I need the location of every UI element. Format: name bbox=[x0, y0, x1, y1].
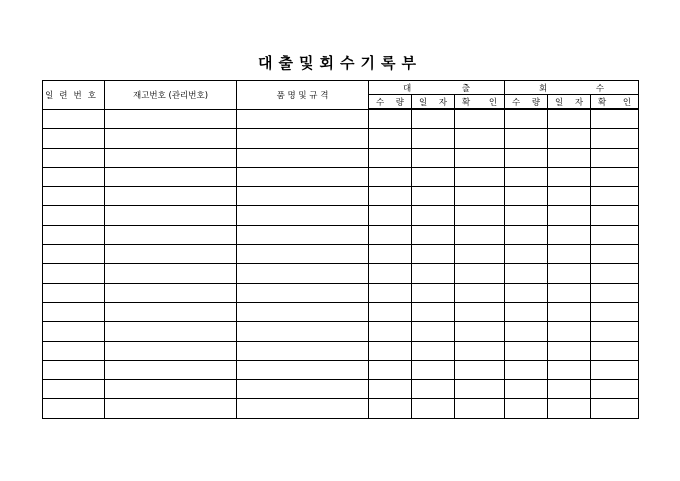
cell-return-confirm[interactable] bbox=[591, 360, 639, 379]
cell-return-qty[interactable] bbox=[505, 187, 548, 206]
cell-loan-qty[interactable] bbox=[369, 167, 412, 186]
cell-serial-no[interactable] bbox=[43, 129, 105, 148]
cell-loan-qty[interactable] bbox=[369, 283, 412, 302]
cell-serial-no[interactable] bbox=[43, 167, 105, 186]
cell-item-spec[interactable] bbox=[237, 187, 369, 206]
cell-item-spec[interactable] bbox=[237, 148, 369, 167]
cell-item-spec[interactable] bbox=[237, 245, 369, 264]
table-row bbox=[43, 399, 639, 418]
cell-return-qty[interactable] bbox=[505, 109, 548, 129]
cell-return-qty[interactable] bbox=[505, 283, 548, 302]
cell-return-qty[interactable] bbox=[505, 399, 548, 418]
cell-return-confirm[interactable] bbox=[591, 399, 639, 418]
cell-inventory-no[interactable] bbox=[105, 322, 237, 341]
cell-return-qty[interactable] bbox=[505, 148, 548, 167]
cell-loan-qty[interactable] bbox=[369, 264, 412, 283]
cell-return-date[interactable] bbox=[548, 225, 591, 244]
table-row bbox=[43, 148, 639, 167]
cell-loan-qty[interactable] bbox=[369, 399, 412, 418]
cell-inventory-no[interactable] bbox=[105, 167, 237, 186]
cell-return-date[interactable] bbox=[548, 399, 591, 418]
cell-item-spec[interactable] bbox=[237, 129, 369, 148]
cell-return-qty[interactable] bbox=[505, 225, 548, 244]
cell-return-date[interactable] bbox=[548, 283, 591, 302]
cell-loan-qty[interactable] bbox=[369, 109, 412, 129]
cell-serial-no[interactable] bbox=[43, 399, 105, 418]
cell-return-qty[interactable] bbox=[505, 264, 548, 283]
cell-return-date[interactable] bbox=[548, 360, 591, 379]
cell-loan-confirm[interactable] bbox=[455, 206, 505, 225]
table-row bbox=[43, 206, 639, 225]
table-row bbox=[43, 187, 639, 206]
cell-loan-confirm[interactable] bbox=[455, 399, 505, 418]
cell-serial-no[interactable] bbox=[43, 380, 105, 399]
cell-inventory-no[interactable] bbox=[105, 341, 237, 360]
cell-return-qty[interactable] bbox=[505, 245, 548, 264]
cell-loan-date[interactable] bbox=[412, 264, 455, 283]
cell-return-qty[interactable] bbox=[505, 341, 548, 360]
table-row bbox=[43, 264, 639, 283]
cell-return-confirm[interactable] bbox=[591, 341, 639, 360]
cell-return-confirm[interactable] bbox=[591, 129, 639, 148]
cell-loan-date[interactable] bbox=[412, 399, 455, 418]
cell-return-confirm[interactable] bbox=[591, 283, 639, 302]
cell-return-date[interactable] bbox=[548, 264, 591, 283]
cell-return-confirm[interactable] bbox=[591, 167, 639, 186]
table-row bbox=[43, 302, 639, 321]
cell-loan-date[interactable] bbox=[412, 225, 455, 244]
cell-return-date[interactable] bbox=[548, 380, 591, 399]
cell-serial-no[interactable] bbox=[43, 283, 105, 302]
cell-item-spec[interactable] bbox=[237, 341, 369, 360]
table-row bbox=[43, 283, 639, 302]
cell-loan-confirm[interactable] bbox=[455, 283, 505, 302]
cell-inventory-no[interactable] bbox=[105, 225, 237, 244]
cell-loan-qty[interactable] bbox=[369, 322, 412, 341]
cell-serial-no[interactable] bbox=[43, 225, 105, 244]
cell-inventory-no[interactable] bbox=[105, 187, 237, 206]
header-loan-qty: 수 량 bbox=[369, 95, 412, 110]
cell-serial-no[interactable] bbox=[43, 264, 105, 283]
cell-return-confirm[interactable] bbox=[591, 206, 639, 225]
cell-return-qty[interactable] bbox=[505, 302, 548, 321]
cell-serial-no[interactable] bbox=[43, 148, 105, 167]
cell-return-confirm[interactable] bbox=[591, 322, 639, 341]
table-row bbox=[43, 167, 639, 186]
cell-item-spec[interactable] bbox=[237, 380, 369, 399]
cell-return-qty[interactable] bbox=[505, 322, 548, 341]
cell-loan-qty[interactable] bbox=[369, 148, 412, 167]
cell-return-confirm[interactable] bbox=[591, 245, 639, 264]
cell-loan-date[interactable] bbox=[412, 360, 455, 379]
cell-loan-confirm[interactable] bbox=[455, 245, 505, 264]
cell-serial-no[interactable] bbox=[43, 206, 105, 225]
header-loan-confirm: 확 인 bbox=[455, 95, 505, 110]
cell-return-date[interactable] bbox=[548, 206, 591, 225]
cell-loan-confirm[interactable] bbox=[455, 302, 505, 321]
cell-inventory-no[interactable] bbox=[105, 360, 237, 379]
header-item-spec: 품 명 및 규 격 bbox=[237, 81, 369, 110]
cell-return-qty[interactable] bbox=[505, 360, 548, 379]
cell-return-confirm[interactable] bbox=[591, 264, 639, 283]
cell-return-confirm[interactable] bbox=[591, 380, 639, 399]
cell-loan-confirm[interactable] bbox=[455, 109, 505, 129]
header-inventory-no: 재고번호 (관리번호) bbox=[105, 81, 237, 110]
cell-return-qty[interactable] bbox=[505, 206, 548, 225]
cell-inventory-no[interactable] bbox=[105, 302, 237, 321]
cell-serial-no[interactable] bbox=[43, 109, 105, 129]
cell-loan-date[interactable] bbox=[412, 109, 455, 129]
table-row bbox=[43, 380, 639, 399]
cell-loan-confirm[interactable] bbox=[455, 360, 505, 379]
cell-return-confirm[interactable] bbox=[591, 109, 639, 129]
ledger-body bbox=[43, 109, 639, 418]
cell-loan-confirm[interactable] bbox=[455, 225, 505, 244]
cell-loan-qty[interactable] bbox=[369, 380, 412, 399]
cell-loan-qty[interactable] bbox=[369, 187, 412, 206]
table-row bbox=[43, 360, 639, 379]
cell-loan-date[interactable] bbox=[412, 206, 455, 225]
cell-loan-qty[interactable] bbox=[369, 302, 412, 321]
cell-loan-confirm[interactable] bbox=[455, 148, 505, 167]
cell-loan-date[interactable] bbox=[412, 167, 455, 186]
cell-loan-confirm[interactable] bbox=[455, 380, 505, 399]
header-serial-no: 일련번호 bbox=[43, 81, 105, 110]
cell-loan-date[interactable] bbox=[412, 283, 455, 302]
cell-inventory-no[interactable] bbox=[105, 129, 237, 148]
cell-loan-qty[interactable] bbox=[369, 225, 412, 244]
header-return-group: 회 수 bbox=[505, 81, 639, 95]
cell-loan-confirm[interactable] bbox=[455, 264, 505, 283]
cell-return-date[interactable] bbox=[548, 187, 591, 206]
cell-return-date[interactable] bbox=[548, 245, 591, 264]
cell-return-qty[interactable] bbox=[505, 380, 548, 399]
cell-item-spec[interactable] bbox=[237, 225, 369, 244]
cell-return-date[interactable] bbox=[548, 109, 591, 129]
cell-item-spec[interactable] bbox=[237, 206, 369, 225]
cell-return-confirm[interactable] bbox=[591, 225, 639, 244]
cell-serial-no[interactable] bbox=[43, 341, 105, 360]
cell-serial-no[interactable] bbox=[43, 360, 105, 379]
header-return-qty: 수 량 bbox=[505, 95, 548, 110]
table-row bbox=[43, 322, 639, 341]
loan-return-ledger-table bbox=[42, 80, 639, 419]
cell-return-confirm[interactable] bbox=[591, 148, 639, 167]
cell-serial-no[interactable] bbox=[43, 245, 105, 264]
cell-loan-date[interactable] bbox=[412, 322, 455, 341]
cell-inventory-no[interactable] bbox=[105, 109, 237, 129]
cell-loan-qty[interactable] bbox=[369, 129, 412, 148]
cell-serial-no[interactable] bbox=[43, 322, 105, 341]
cell-loan-date[interactable] bbox=[412, 148, 455, 167]
cell-return-date[interactable] bbox=[548, 129, 591, 148]
cell-return-date[interactable] bbox=[548, 322, 591, 341]
cell-loan-qty[interactable] bbox=[369, 360, 412, 379]
cell-loan-confirm[interactable] bbox=[455, 167, 505, 186]
cell-loan-date[interactable] bbox=[412, 245, 455, 264]
cell-loan-confirm[interactable] bbox=[455, 129, 505, 148]
cell-return-qty[interactable] bbox=[505, 167, 548, 186]
cell-item-spec[interactable] bbox=[237, 283, 369, 302]
header-return-confirm: 확 인 bbox=[591, 95, 639, 110]
cell-loan-confirm[interactable] bbox=[455, 322, 505, 341]
cell-item-spec[interactable] bbox=[237, 399, 369, 418]
cell-loan-date[interactable] bbox=[412, 129, 455, 148]
cell-inventory-no[interactable] bbox=[105, 380, 237, 399]
cell-return-confirm[interactable] bbox=[591, 302, 639, 321]
cell-return-qty[interactable] bbox=[505, 129, 548, 148]
cell-return-date[interactable] bbox=[548, 167, 591, 186]
cell-return-date[interactable] bbox=[548, 341, 591, 360]
header-return-date: 일 자 bbox=[548, 95, 591, 110]
cell-item-spec[interactable] bbox=[237, 322, 369, 341]
cell-serial-no[interactable] bbox=[43, 302, 105, 321]
cell-return-date[interactable] bbox=[548, 302, 591, 321]
cell-loan-confirm[interactable] bbox=[455, 187, 505, 206]
header-loan-date: 일 자 bbox=[412, 95, 455, 110]
cell-loan-confirm[interactable] bbox=[455, 341, 505, 360]
cell-loan-qty[interactable] bbox=[369, 341, 412, 360]
cell-loan-date[interactable] bbox=[412, 302, 455, 321]
table-row bbox=[43, 341, 639, 360]
table-row bbox=[43, 129, 639, 148]
cell-inventory-no[interactable] bbox=[105, 206, 237, 225]
cell-loan-date[interactable] bbox=[412, 380, 455, 399]
cell-inventory-no[interactable] bbox=[105, 148, 237, 167]
cell-return-confirm[interactable] bbox=[591, 187, 639, 206]
cell-inventory-no[interactable] bbox=[105, 245, 237, 264]
table-row bbox=[43, 109, 639, 129]
cell-loan-date[interactable] bbox=[412, 187, 455, 206]
cell-inventory-no[interactable] bbox=[105, 399, 237, 418]
cell-item-spec[interactable] bbox=[237, 264, 369, 283]
cell-item-spec[interactable] bbox=[237, 167, 369, 186]
table-row bbox=[43, 225, 639, 244]
cell-inventory-no[interactable] bbox=[105, 283, 237, 302]
header-loan-group: 대 출 bbox=[369, 81, 505, 95]
page-title: 대출및회수기록부 bbox=[258, 54, 422, 72]
table-row bbox=[43, 245, 639, 264]
cell-loan-qty[interactable] bbox=[369, 206, 412, 225]
cell-inventory-no[interactable] bbox=[105, 264, 237, 283]
cell-loan-date[interactable] bbox=[412, 341, 455, 360]
cell-loan-qty[interactable] bbox=[369, 245, 412, 264]
cell-return-date[interactable] bbox=[548, 148, 591, 167]
cell-item-spec[interactable] bbox=[237, 109, 369, 129]
cell-item-spec[interactable] bbox=[237, 360, 369, 379]
cell-item-spec[interactable] bbox=[237, 302, 369, 321]
cell-serial-no[interactable] bbox=[43, 187, 105, 206]
